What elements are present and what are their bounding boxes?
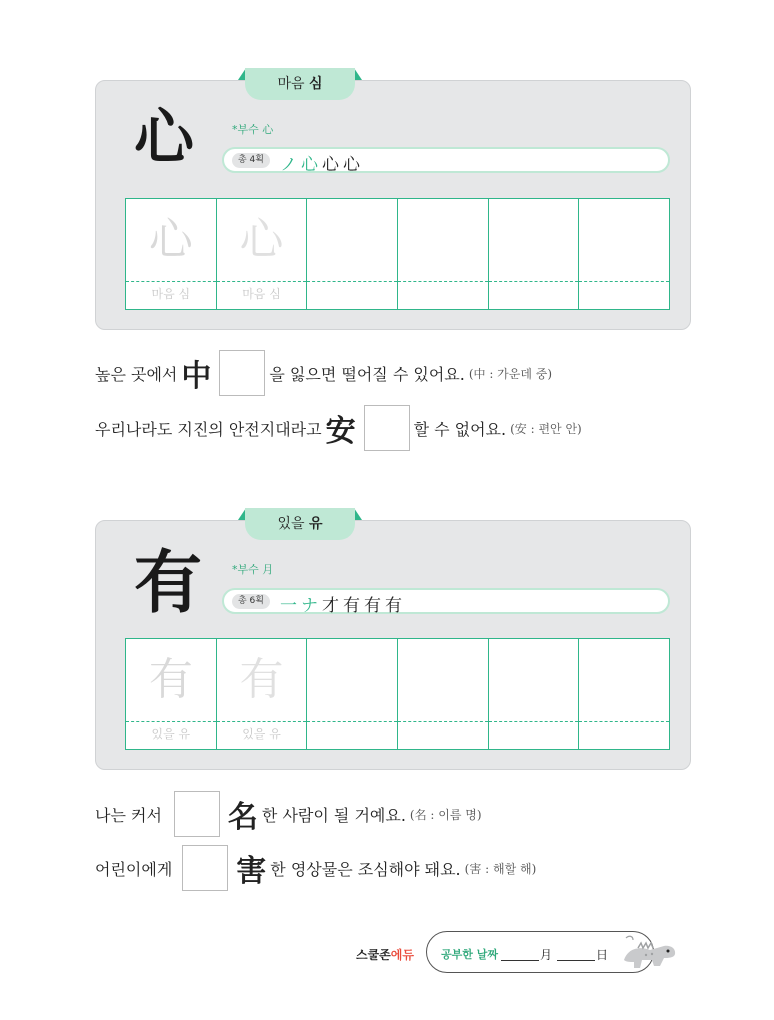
radical-label: *부수 心	[232, 123, 274, 136]
answer-box[interactable]	[219, 350, 265, 396]
sentence-3: 나는 커서 名 한 사람이 될 거예요. (名 : 이름 명)	[95, 788, 482, 840]
month-blank[interactable]	[501, 960, 539, 961]
radical-label: *부수 月	[232, 563, 274, 576]
answer-box[interactable]	[182, 845, 228, 891]
writing-grid	[125, 198, 670, 310]
sentence-4: 어린이에게 害 한 영상물은 조심해야 돼요. (害 : 해할 해)	[95, 842, 536, 894]
study-date-box: 공부한 날짜 月 日	[426, 931, 654, 973]
stroke-count-badge: 총 6획	[232, 594, 270, 609]
practice-cell[interactable]	[398, 199, 489, 309]
practice-cell[interactable]	[307, 199, 398, 309]
trace-cell[interactable]: 有 있을 유	[126, 639, 217, 749]
main-hanja: 有	[134, 543, 203, 623]
practice-cell[interactable]	[398, 639, 489, 749]
stroke-order: 一ナ才有有有	[280, 596, 406, 616]
stroke-order-bar	[222, 147, 670, 173]
sentence-2: 우리나라도 지진의 안전지대라고 安 할 수 없어요. (安 : 편안 안)	[95, 402, 582, 454]
stroke-order-bar	[222, 588, 670, 614]
stroke-count-badge: 총 4획	[232, 153, 270, 168]
date-label: 공부한 날짜	[441, 948, 498, 961]
main-hanja: 心	[134, 103, 194, 173]
stroke-order: ノ心心心	[280, 155, 364, 175]
trace-cell[interactable]: 心 마음 심	[126, 199, 217, 309]
day-blank[interactable]	[557, 960, 595, 961]
practice-cell[interactable]	[579, 199, 669, 309]
practice-cell[interactable]	[307, 639, 398, 749]
hanja-card-1	[95, 80, 691, 330]
trace-cell[interactable]: 心 마음 심	[217, 199, 308, 309]
answer-box[interactable]	[364, 405, 410, 451]
trace-cell[interactable]: 有 있을 유	[217, 639, 308, 749]
title-tab-2: 있을 유	[238, 508, 362, 542]
title-tab-1: 마음 심	[238, 68, 362, 102]
writing-grid	[125, 638, 670, 750]
practice-cell[interactable]	[489, 199, 580, 309]
answer-box[interactable]	[174, 791, 220, 837]
practice-cell[interactable]	[489, 639, 580, 749]
practice-cell[interactable]	[579, 639, 669, 749]
publisher-logo: 스쿨존에듀	[356, 948, 414, 962]
hanja-card-2	[95, 520, 691, 770]
dinosaur-icon	[620, 930, 678, 974]
sentence-1: 높은 곳에서 中 을 잃으면 떨어질 수 있어요. (中 : 가운데 중)	[95, 347, 552, 399]
